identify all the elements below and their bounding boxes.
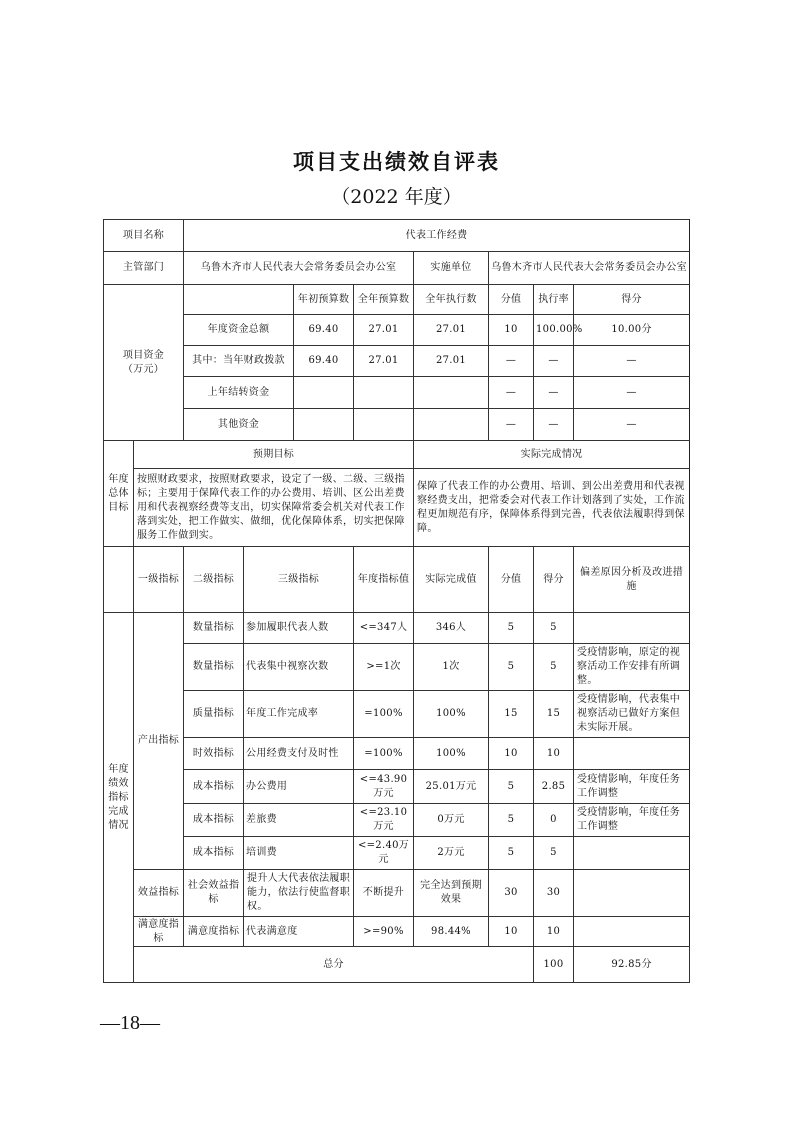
funds-header-score-value: 分值 bbox=[489, 285, 534, 315]
funds-row-score-value: — bbox=[489, 409, 534, 441]
unit-label: 实施单位 bbox=[414, 252, 489, 285]
goals-expected-header: 预期目标 bbox=[134, 441, 414, 469]
indicator-actual: 100% bbox=[414, 738, 489, 770]
indicator-analysis: 受疫情影响，年度任务工作调整 bbox=[574, 804, 690, 837]
funds-row-score: — bbox=[574, 409, 690, 441]
indicator-level2: 质量指标 bbox=[184, 691, 244, 738]
indicator-score: 5 bbox=[534, 644, 574, 691]
funds-row-score: 10.00分 bbox=[574, 315, 690, 346]
satisfaction-score: 10 bbox=[534, 917, 574, 947]
page-subtitle: （2022 年度） bbox=[331, 186, 462, 208]
total-score: 92.85分 bbox=[574, 947, 690, 983]
unit-value: 乌鲁木齐市人民代表大会常务委员会办公室 bbox=[489, 252, 690, 285]
indicator-level3: 办公费用 bbox=[244, 770, 354, 804]
benefit-actual: 完全达到预期效果 bbox=[414, 870, 489, 917]
indicator-actual: 25.01万元 bbox=[414, 770, 489, 804]
indicator-level2: 成本指标 bbox=[184, 804, 244, 837]
benefit-indicator-label: 效益指标 bbox=[134, 870, 184, 917]
indicator-score-value: 5 bbox=[489, 770, 534, 804]
indicator-level3: 差旅费 bbox=[244, 804, 354, 837]
indicator-header-target: 年度指标值 bbox=[354, 547, 414, 613]
funds-label-line1: 项目资金 bbox=[122, 349, 165, 361]
funds-row-init: 69.40 bbox=[294, 346, 354, 377]
indicator-score: 0 bbox=[534, 804, 574, 837]
satisfaction-actual: 98.44% bbox=[414, 917, 489, 947]
funds-row-score: — bbox=[574, 377, 690, 409]
indicator-level2: 时效指标 bbox=[184, 738, 244, 770]
indicator-score-value: 5 bbox=[489, 613, 534, 644]
funds-row-year: 27.01 bbox=[354, 315, 414, 346]
indicator-target: <=23.10万元 bbox=[354, 804, 414, 837]
indicator-header-level3: 三级指标 bbox=[244, 547, 354, 613]
indicator-analysis: 受疫情影响，年度任务工作调整 bbox=[574, 770, 690, 804]
indicator-actual: 346人 bbox=[414, 613, 489, 644]
indicator-analysis bbox=[574, 613, 690, 644]
funds-header-year: 全年预算数 bbox=[354, 285, 414, 315]
goals-actual-header: 实际完成情况 bbox=[414, 441, 690, 469]
funds-row-rate: — bbox=[534, 346, 574, 377]
funds-row-score-value: — bbox=[489, 377, 534, 409]
funds-row-init bbox=[294, 409, 354, 441]
funds-row-rate: — bbox=[534, 409, 574, 441]
project-name-label: 项目名称 bbox=[104, 220, 184, 252]
benefit-target: 不断提升 bbox=[354, 870, 414, 917]
indicator-score: 10 bbox=[534, 738, 574, 770]
goals-expected-text: 按照财政要求，按照财政要求，设定了一级、二级、三级指标；主要用于保障代表工作的办公费用、培训、区公出差费用和代表视察经费等支出，切实保障常委会机关对代表工作落到实处，把工作做实、做细，优化保障体系，切实把保障服务工作做到实。 bbox=[134, 469, 414, 547]
funds-header-init: 年初预算数 bbox=[294, 285, 354, 315]
indicator-actual: 100% bbox=[414, 691, 489, 738]
indicator-score-value: 5 bbox=[489, 644, 534, 691]
benefit-score-value: 30 bbox=[489, 870, 534, 917]
goals-actual-text: 保障了代表工作的办公费用、培训、到公出差费用和代表视察经费支出，把常委会对代表工作计划落到了实处，工作流程更加规范有序，保障体系得到完善，代表依法履职得到保障。 bbox=[414, 469, 690, 547]
indicator-score-value: 5 bbox=[489, 804, 534, 837]
indicator-level2: 成本指标 bbox=[184, 837, 244, 870]
benefit-analysis bbox=[574, 870, 690, 917]
funds-header-rate: 执行率 bbox=[534, 285, 574, 315]
indicator-level2: 数量指标 bbox=[184, 613, 244, 644]
indicator-analysis: 受疫情影响，原定的视察活动工作安排有所调整。 bbox=[574, 644, 690, 691]
benefit-level2: 社会效益指标 bbox=[184, 870, 244, 917]
page-number: —18— bbox=[100, 1012, 160, 1034]
satisfaction-indicator-label: 满意度指标 bbox=[134, 917, 184, 947]
indicator-score: 2.85 bbox=[534, 770, 574, 804]
total-label: 总分 bbox=[134, 947, 534, 983]
indicator-header-actual: 实际完成值 bbox=[414, 547, 489, 613]
evaluation-table bbox=[103, 219, 690, 983]
funds-row-exec bbox=[414, 409, 489, 441]
satisfaction-level3: 代表满意度 bbox=[244, 917, 354, 947]
funds-header-score: 得分 bbox=[574, 285, 690, 315]
funds-row-year: 27.01 bbox=[354, 346, 414, 377]
dept-value: 乌鲁木齐市人民代表大会常务委员会办公室 bbox=[184, 252, 414, 285]
funds-row-exec: 27.01 bbox=[414, 346, 489, 377]
indicator-analysis bbox=[574, 738, 690, 770]
indicators-section-label: 年度绩效指标完成情况 bbox=[104, 613, 134, 983]
dept-label: 主管部门 bbox=[104, 252, 184, 285]
indicator-header-level1: 一级指标 bbox=[134, 547, 184, 613]
indicator-level3: 年度工作完成率 bbox=[244, 691, 354, 738]
indicator-target: <=43.90万元 bbox=[354, 770, 414, 804]
project-name-value: 代表工作经费 bbox=[184, 220, 690, 252]
funds-header-blank bbox=[184, 285, 294, 315]
indicator-header-analysis: 偏差原因分析及改进措施 bbox=[574, 547, 690, 613]
funds-row-score-value: 10 bbox=[489, 315, 534, 346]
indicator-level3: 公用经费支付及时性 bbox=[244, 738, 354, 770]
indicator-actual: 2万元 bbox=[414, 837, 489, 870]
satisfaction-analysis bbox=[574, 917, 690, 947]
indicator-target: =100% bbox=[354, 738, 414, 770]
satisfaction-level2: 满意度指标 bbox=[184, 917, 244, 947]
satisfaction-score-value: 10 bbox=[489, 917, 534, 947]
funds-label-line2: （万元） bbox=[122, 363, 165, 375]
indicator-score: 5 bbox=[534, 837, 574, 870]
indicator-score-value: 10 bbox=[489, 738, 534, 770]
evaluation-table-wrapper bbox=[103, 219, 689, 983]
indicator-header-score-value: 分值 bbox=[489, 547, 534, 613]
indicator-analysis: 受疫情影响，代表集中视察活动已做好方案但未实际开展。 bbox=[574, 691, 690, 738]
funds-row-name: 其中：当年财政拨款 bbox=[184, 346, 294, 377]
funds-row-exec: 27.01 bbox=[414, 315, 489, 346]
indicator-level3: 培训费 bbox=[244, 837, 354, 870]
funds-row-rate: 100.00% bbox=[534, 315, 574, 346]
indicator-target: =100% bbox=[354, 691, 414, 738]
indicator-level3: 代表集中视察次数 bbox=[244, 644, 354, 691]
indicator-level2: 成本指标 bbox=[184, 770, 244, 804]
page-title: 项目支出绩效自评表 bbox=[293, 149, 500, 174]
funds-row-name: 上年结转资金 bbox=[184, 377, 294, 409]
indicator-actual: 1次 bbox=[414, 644, 489, 691]
funds-row-rate: — bbox=[534, 377, 574, 409]
funds-row-year bbox=[354, 409, 414, 441]
indicator-target: >=1次 bbox=[354, 644, 414, 691]
funds-row-year bbox=[354, 377, 414, 409]
funds-row-score: — bbox=[574, 346, 690, 377]
indicator-level3: 参加履职代表人数 bbox=[244, 613, 354, 644]
indicator-level2: 数量指标 bbox=[184, 644, 244, 691]
indicator-header-score: 得分 bbox=[534, 547, 574, 613]
funds-row-name: 其他资金 bbox=[184, 409, 294, 441]
total-score-value: 100 bbox=[534, 947, 574, 983]
indicator-score-value: 15 bbox=[489, 691, 534, 738]
indicator-target: <=2.40万元 bbox=[354, 837, 414, 870]
funds-row-init bbox=[294, 377, 354, 409]
satisfaction-target: >=90% bbox=[354, 917, 414, 947]
benefit-score: 30 bbox=[534, 870, 574, 917]
funds-label bbox=[104, 285, 184, 441]
funds-header-exec: 全年执行数 bbox=[414, 285, 489, 315]
benefit-level3: 提升人大代表依法履职能力，依法行使监督职权。 bbox=[244, 870, 354, 917]
funds-row-name: 年度资金总额 bbox=[184, 315, 294, 346]
funds-row-init: 69.40 bbox=[294, 315, 354, 346]
indicator-analysis bbox=[574, 837, 690, 870]
indicator-score: 15 bbox=[534, 691, 574, 738]
indicator-score: 5 bbox=[534, 613, 574, 644]
indicator-score-value: 5 bbox=[489, 837, 534, 870]
indicator-header-blank bbox=[104, 547, 134, 613]
indicator-header-level2: 二级指标 bbox=[184, 547, 244, 613]
output-indicator-label: 产出指标 bbox=[134, 613, 184, 870]
goals-label: 年度总体目标 bbox=[104, 441, 134, 547]
indicator-target: <=347人 bbox=[354, 613, 414, 644]
funds-row-score-value: — bbox=[489, 346, 534, 377]
funds-row-exec bbox=[414, 377, 489, 409]
indicator-actual: 0万元 bbox=[414, 804, 489, 837]
